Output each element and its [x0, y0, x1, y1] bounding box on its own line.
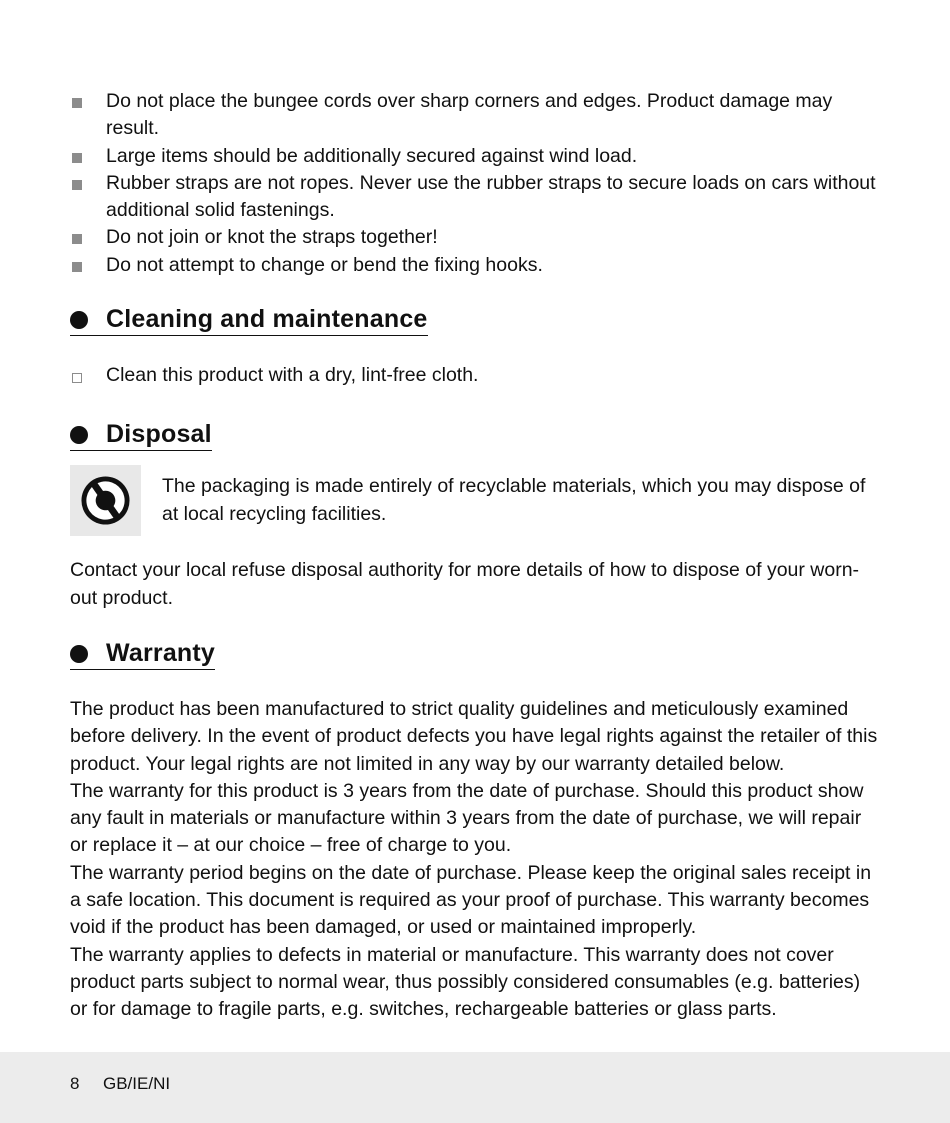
page-number: 8	[70, 1074, 80, 1093]
list-item	[70, 362, 880, 389]
list-item-text: Do not join or knot the straps together!	[106, 226, 438, 249]
square-bullet-icon	[72, 98, 82, 108]
list-item	[70, 252, 880, 279]
disposal-heading-text: Disposal	[106, 420, 212, 449]
warranty-body	[70, 696, 880, 1024]
list-item-text: Rubber straps are not ropes. Never use the rubber straps to secure loads on cars without additional solid fastenings.	[106, 171, 876, 222]
disposal-contact-paragraph: Contact your local refuse disposal authority for more details of how to dispose of your worn-out product.	[70, 559, 860, 609]
square-bullet-icon	[72, 234, 82, 244]
warranty-paragraph: The warranty for this product is 3 years from the date of purchase. Should this product show any fault in materials or manufacture within 3 years from the date of purchase, we will repair or replace it – at our choice – free of charge to you.	[70, 779, 864, 857]
warranty-paragraph: The warranty period begins on the date of purchase. Please keep the original sales receipt in a safe location. This document is required as your proof of purchase. This warranty becomes void if the product has been damaged, or used or maintained improperly.	[70, 861, 872, 939]
cleaning-heading	[70, 304, 428, 336]
square-bullet-icon	[72, 180, 82, 190]
heading-bullet-icon	[70, 426, 88, 444]
heading-bullet-icon	[70, 645, 88, 663]
list-item	[70, 224, 880, 251]
page-footer	[0, 1052, 950, 1123]
list-item	[70, 88, 880, 143]
heading-bullet-icon	[70, 311, 88, 329]
square-bullet-icon	[72, 262, 82, 272]
warranty-heading-text: Warranty	[106, 638, 216, 667]
checkbox-bullet-icon	[72, 373, 82, 383]
green-dot-recycling-icon	[70, 465, 141, 536]
warranty-heading	[70, 638, 215, 670]
packaging-disposal-note	[70, 465, 880, 537]
disposal-heading	[70, 419, 212, 451]
list-item-text: Do not attempt to change or bend the fixing hooks.	[106, 253, 543, 276]
cleaning-list	[70, 362, 880, 389]
cleaning-heading-text: Cleaning and maintenance	[106, 305, 428, 334]
document-page	[70, 88, 880, 1024]
list-item-text: Clean this product with a dry, lint-free cloth.	[106, 364, 479, 387]
list-item-text: Large items should be additionally secured against wind load.	[106, 144, 638, 167]
warranty-paragraph: The warranty applies to defects in material or manufacture. This warranty does not cover product parts subject to normal wear, thus possibly considered consumables (e.g. batteries) or for damage to fragile parts, e.g. switches, rechargeable batteries or glass parts.	[70, 943, 861, 1021]
list-item	[70, 143, 880, 170]
square-bullet-icon	[72, 153, 82, 163]
list-item-text: Do not place the bungee cords over sharp corners and edges. Product damage may result.	[106, 90, 833, 140]
warranty-paragraph: The product has been manufactured to strict quality guidelines and meticulously examined before delivery. In the event of product defects you have legal rights against the retailer of this product. Your legal rights are not limited in any way by our warranty detailed below.	[70, 697, 878, 775]
packaging-disposal-text: The packaging is made entirely of recyclable materials, which you may dispose of at local recycling facilities.	[162, 475, 866, 525]
region-code: GB/IE/NI	[103, 1074, 171, 1093]
list-item	[70, 170, 880, 225]
safety-notes-list	[70, 88, 880, 279]
